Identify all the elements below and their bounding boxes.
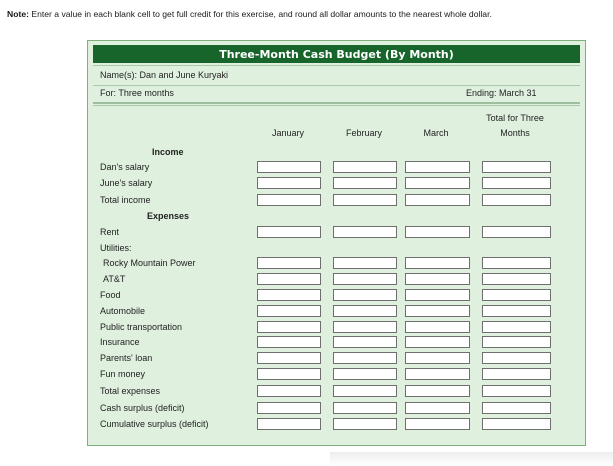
instruction-note [7,9,492,19]
junes-salary-total-input[interactable] [482,177,551,189]
parents-loan-february-input[interactable] [333,352,397,364]
names-field: Name(s): Dan and June Kuryaki [100,70,229,80]
row-label-public-transportation: Public transportation [100,322,183,332]
cash-surplus-february-input[interactable] [333,402,397,414]
insurance-january-input[interactable] [257,336,321,348]
junes-salary-february-input[interactable] [333,177,397,189]
cash-surplus-total-input[interactable] [482,402,551,414]
junes-salary-january-input[interactable] [257,177,321,189]
fun-money-january-input[interactable] [257,368,321,380]
row-label-automobile: Automobile [100,306,146,316]
cumulative-surplus-march-input[interactable] [405,418,470,430]
public-transportation-february-input[interactable] [333,321,397,333]
rent-february-input[interactable] [333,226,397,238]
divider [93,85,580,86]
rocky-mountain-power-march-input[interactable] [405,257,470,269]
total-expenses-total-input[interactable] [482,385,551,397]
rocky-mountain-power-february-input[interactable] [333,257,397,269]
att-total-input[interactable] [482,273,551,285]
row-label-att: AT&T [103,274,126,284]
att-february-input[interactable] [333,273,397,285]
column-february: February [345,128,382,138]
total-expenses-march-input[interactable] [405,385,470,397]
total-income-total-input[interactable] [482,194,551,206]
divider [93,105,580,106]
automobile-february-input[interactable] [333,305,397,317]
column-total-line1: Total for Three [486,113,544,123]
dans-salary-march-input[interactable] [405,161,470,173]
budget-title: Three-Month Cash Budget (By Month) [93,45,580,63]
row-label-total-income: Total income [100,195,151,205]
total-expenses-february-input[interactable] [333,385,397,397]
dans-salary-february-input[interactable] [333,161,397,173]
row-label-cash-surplus: Cash surplus (deficit) [100,403,185,413]
column-march: March [423,128,449,138]
total-income-january-input[interactable] [257,194,321,206]
food-total-input[interactable] [482,289,551,301]
insurance-february-input[interactable] [333,336,397,348]
cash-budget-form [87,40,586,446]
total-expenses-january-input[interactable] [257,385,321,397]
rent-january-input[interactable] [257,226,321,238]
cash-surplus-january-input[interactable] [257,402,321,414]
fun-money-march-input[interactable] [405,368,470,380]
page-shadow [330,452,613,466]
att-january-input[interactable] [257,273,321,285]
automobile-total-input[interactable] [482,305,551,317]
public-transportation-total-input[interactable] [482,321,551,333]
rent-march-input[interactable] [405,226,470,238]
period-field: For: Three months [100,88,174,98]
parents-loan-march-input[interactable] [405,352,470,364]
row-label-cumulative-surplus: Cumulative surplus (deficit) [100,419,209,429]
row-label-junes-salary: June's salary [100,178,153,188]
food-february-input[interactable] [333,289,397,301]
public-transportation-march-input[interactable] [405,321,470,333]
column-total-line2: Months [500,128,530,138]
note-label: Note: [7,9,29,19]
food-january-input[interactable] [257,289,321,301]
parents-loan-january-input[interactable] [257,352,321,364]
ending-field: Ending: March 31 [466,88,537,98]
insurance-total-input[interactable] [482,336,551,348]
cumulative-surplus-february-input[interactable] [333,418,397,430]
divider [93,65,580,66]
public-transportation-january-input[interactable] [257,321,321,333]
insurance-march-input[interactable] [405,336,470,348]
automobile-january-input[interactable] [257,305,321,317]
junes-salary-march-input[interactable] [405,177,470,189]
row-label-fun-money: Fun money [100,369,146,379]
note-text: Enter a value in each blank cell to get full credit for this exercise, and round all dollar amounts to the nearest whole dollar. [31,9,492,19]
food-march-input[interactable] [405,289,470,301]
cash-surplus-march-input[interactable] [405,402,470,414]
section-expenses: Expenses [147,211,190,221]
att-march-input[interactable] [405,273,470,285]
fun-money-february-input[interactable] [333,368,397,380]
rent-total-input[interactable] [482,226,551,238]
total-income-february-input[interactable] [333,194,397,206]
row-label-parents-loan: Parents' loan [100,353,153,363]
divider [93,102,580,104]
dans-salary-total-input[interactable] [482,161,551,173]
rocky-mountain-power-total-input[interactable] [482,257,551,269]
row-label-utilities: Utilities: [100,243,132,253]
row-label-dans-salary: Dan's salary [100,162,150,172]
cumulative-surplus-january-input[interactable] [257,418,321,430]
section-income: Income [152,147,184,157]
total-income-march-input[interactable] [405,194,470,206]
column-january: January [271,128,305,138]
row-label-insurance: Insurance [100,337,140,347]
parents-loan-total-input[interactable] [482,352,551,364]
row-label-total-expenses: Total expenses [100,386,161,396]
fun-money-total-input[interactable] [482,368,551,380]
row-label-food: Food [100,290,121,300]
automobile-march-input[interactable] [405,305,470,317]
rocky-mountain-power-january-input[interactable] [257,257,321,269]
cumulative-surplus-total-input[interactable] [482,418,551,430]
row-label-rocky-mountain-power: Rocky Mountain Power [103,258,196,268]
row-label-rent: Rent [100,227,120,237]
dans-salary-january-input[interactable] [257,161,321,173]
